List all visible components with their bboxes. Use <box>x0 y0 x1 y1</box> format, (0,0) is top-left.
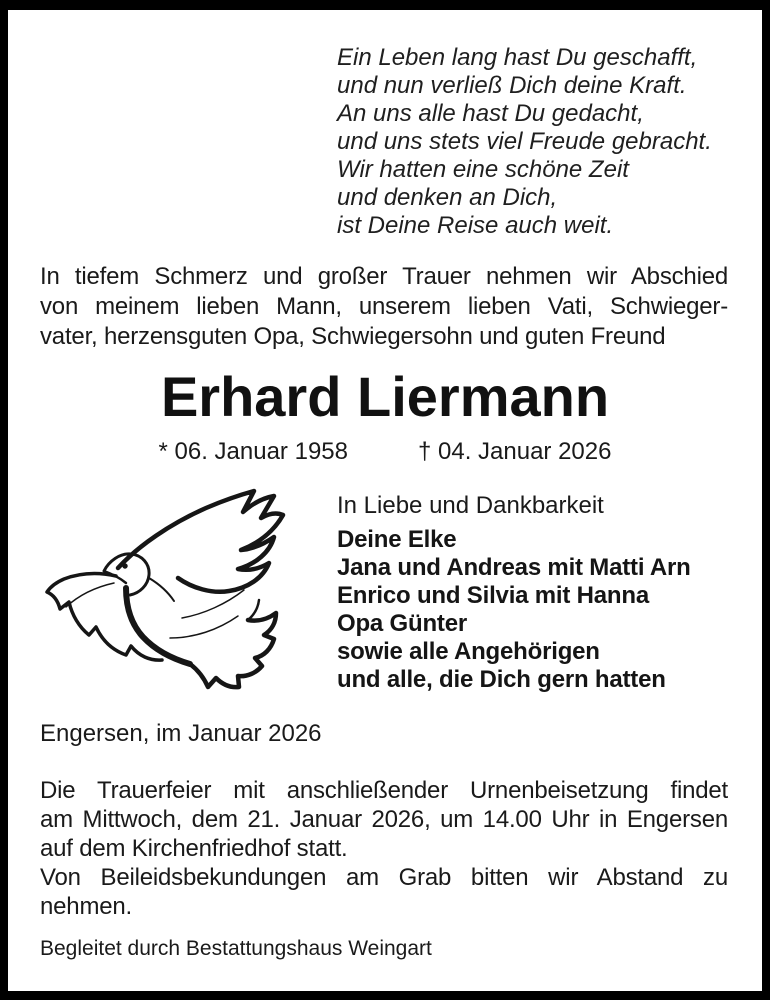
death-date: † 04. Januar 2026 <box>417 438 612 465</box>
poem-line: und nun verließ Dich deine Kraft. <box>337 72 687 99</box>
mourner-line: sowie alle Angehörigen <box>337 638 600 665</box>
ceremony-line: nehmen. <box>40 893 132 920</box>
deceased-name: Erhard Liermann <box>160 365 610 428</box>
dove-eye <box>122 563 127 568</box>
poem-line: An uns alle hast Du gedacht, <box>337 100 644 127</box>
mourner-line: Jana und Andreas mit Matti Arn <box>337 554 691 581</box>
mourner-line: Opa Günter <box>337 610 468 637</box>
ceremony-line: auf dem Kirchenfriedhof statt. <box>40 835 348 862</box>
mourner-line: Enrico und Silvia mit Hanna <box>337 582 649 609</box>
poem-line: und uns stets viel Freude gebracht. <box>337 128 712 155</box>
ceremony-line: Von Beileidsbekundungen am Grab bitten wir Abstand zu <box>40 864 728 891</box>
memorial-poem <box>337 44 737 240</box>
funeral-home-credit: Begleitet durch Bestattungshaus Weingart <box>40 937 432 960</box>
ceremony-line: Die Trauerfeier mit anschließender Urnenbeisetzung findet <box>40 777 728 804</box>
ceremony-details-paragraph <box>40 776 728 921</box>
farewell-intro-paragraph <box>40 262 728 352</box>
intro-line: vater, herzensguten Opa, Schwiegersohn und guten Freund <box>40 323 666 350</box>
poem-line: ist Deine Reise auch weit. <box>337 212 614 239</box>
mourner-line: und alle, die Dich gern hatten <box>337 666 666 693</box>
ceremony-line: am Mittwoch, dem 21. Januar 2026, um 14.00 Uhr in Engersen <box>40 806 728 833</box>
life-dates <box>0 438 770 466</box>
poem-line: Ein Leben lang hast Du geschafft, <box>337 44 698 71</box>
intro-line: von meinem lieben Mann, unserem lieben Vati, Schwieger- <box>40 293 728 320</box>
farewell-heading: In Liebe und Dankbarkeit <box>337 492 604 519</box>
intro-line: In tiefem Schmerz und großer Trauer nehmen wir Abschied <box>40 263 728 290</box>
birth-date: * 06. Januar 1958 <box>158 438 348 465</box>
poem-line: Wir hatten eine schöne Zeit <box>337 156 629 183</box>
mourner-line: Deine Elke <box>337 526 457 553</box>
dove-icon <box>42 488 288 693</box>
place-and-date: Engersen, im Januar 2026 <box>40 720 322 747</box>
poem-line: und denken an Dich, <box>337 184 558 211</box>
mourners-list <box>337 526 737 694</box>
